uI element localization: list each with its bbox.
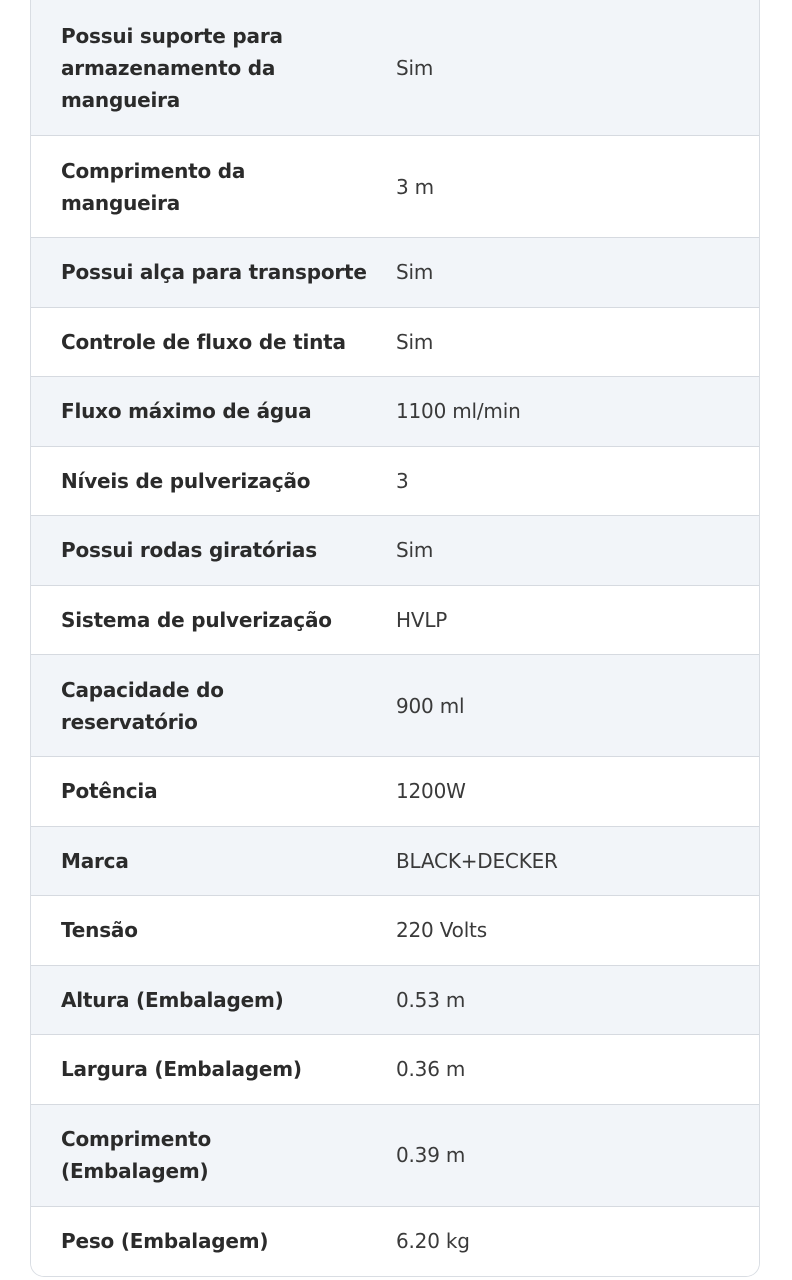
- spec-row-swivel-wheels: [31, 515, 759, 585]
- spec-row-spray-system: [31, 585, 759, 655]
- spec-label: Tensão: [61, 918, 138, 943]
- spec-value: BLACK+DECKER: [396, 848, 558, 873]
- spec-row-package-height: [31, 965, 759, 1035]
- spec-value: Sim: [396, 538, 434, 563]
- spec-row-package-width: [31, 1034, 759, 1104]
- spec-row-power: [31, 756, 759, 826]
- spec-label: Potência: [61, 779, 158, 804]
- spec-value: HVLP: [396, 607, 448, 632]
- spec-value: 0.36 m: [396, 1057, 466, 1082]
- spec-label: Comprimento da mangueira: [61, 158, 246, 215]
- spec-value: 3: [396, 468, 409, 493]
- spec-label: Possui suporte para armazenamento da mangueira: [61, 23, 283, 112]
- spec-row-package-length: [31, 1104, 759, 1206]
- spec-value: 1200W: [396, 779, 466, 804]
- spec-row-package-weight: [31, 1206, 759, 1276]
- spec-row-reservoir-capacity: [31, 654, 759, 756]
- spec-value: 6.20 kg: [396, 1229, 470, 1253]
- spec-label: Marca: [61, 848, 129, 873]
- spec-label: Altura (Embalagem): [61, 987, 284, 1012]
- spec-row-hose-length: [31, 135, 759, 237]
- spec-label: Sistema de pulverização: [61, 607, 332, 632]
- spec-label: Níveis de pulverização: [61, 468, 311, 493]
- spec-value: 1100 ml/min: [396, 399, 521, 424]
- spec-row-hose-storage: [31, 0, 759, 135]
- spec-label: Peso (Embalagem): [61, 1229, 269, 1253]
- spec-label: Controle de fluxo de tinta: [61, 329, 346, 354]
- spec-value: Sim: [396, 260, 434, 285]
- spec-row-max-water-flow: [31, 376, 759, 446]
- spec-row-carry-handle: [31, 237, 759, 307]
- spec-row-brand: [31, 826, 759, 896]
- spec-value: 0.53 m: [396, 987, 466, 1012]
- spec-label: Fluxo máximo de água: [61, 399, 312, 424]
- spec-value: 3 m: [396, 174, 434, 199]
- spec-row-spray-levels: [31, 446, 759, 516]
- spec-label: Comprimento (Embalagem): [61, 1127, 212, 1183]
- specifications-table: [30, 0, 760, 1277]
- spec-label: Possui rodas giratórias: [61, 538, 317, 563]
- spec-value: 900 ml: [396, 693, 465, 718]
- spec-value: Sim: [396, 55, 434, 80]
- spec-row-paint-flow-control: [31, 307, 759, 377]
- spec-label: Capacidade do reservatório: [61, 677, 224, 734]
- spec-label: Largura (Embalagem): [61, 1057, 302, 1082]
- spec-value: Sim: [396, 329, 434, 354]
- spec-row-voltage: [31, 895, 759, 965]
- spec-value: 220 Volts: [396, 918, 487, 943]
- spec-label: Possui alça para transporte: [61, 260, 367, 285]
- spec-value: 0.39 m: [396, 1143, 466, 1167]
